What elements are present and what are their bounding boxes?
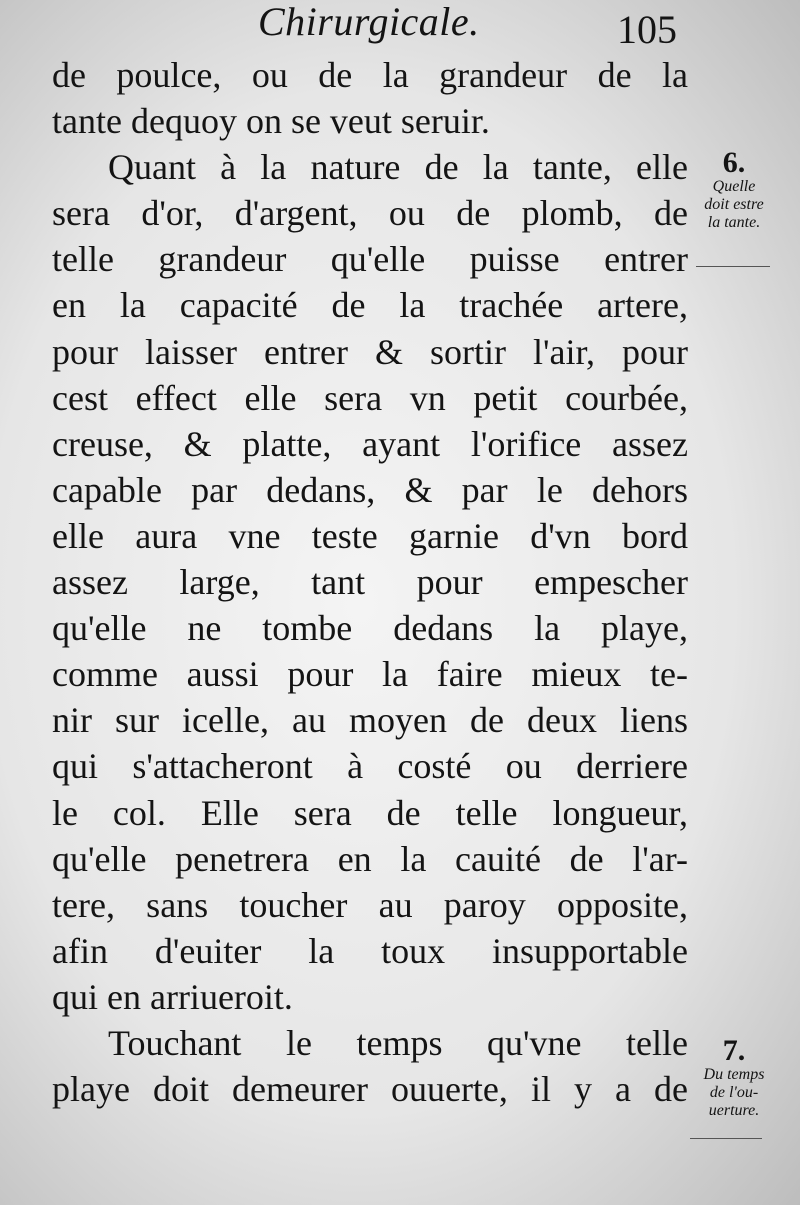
margin-note-6 <box>684 148 784 232</box>
text-line: tante dequoy on se veut seruir. <box>52 101 490 142</box>
text-line: elle aura vne teste garnie d'vn bord <box>52 515 688 556</box>
margin-note-line: uerture. <box>708 1102 760 1119</box>
text-line: nir sur icelle, au moyen de deux liens <box>52 700 688 741</box>
text-line: capable par dedans, & par le dehors <box>52 469 688 510</box>
text-line: tere, sans toucher au paroy opposite, <box>52 884 688 925</box>
text-line: en la capacité de la trachée artere, <box>52 285 688 326</box>
text-line: qu'elle penetrera en la cauité de l'ar- <box>52 838 688 879</box>
margin-note-line: de l'ou- <box>709 1084 759 1101</box>
text-line: qui en arriueroit. <box>52 976 293 1017</box>
text-line: Touchant le temps qu'vne telle <box>108 1022 688 1063</box>
text-line: playe doit demeurer ouuerte, il y a de <box>52 1069 688 1110</box>
text-line: comme aussi pour la faire mieux te- <box>52 654 688 695</box>
page-header <box>0 0 800 52</box>
text-line: telle grandeur qu'elle puisse entrer <box>52 239 688 280</box>
text-line: afin d'euiter la toux insupportable <box>52 930 688 971</box>
text-line: pour laisser entrer & sortir l'air, pour <box>52 331 688 372</box>
margin-note-line: la tante. <box>707 214 761 231</box>
text-line: qu'elle ne tombe dedans la playe, <box>52 608 688 649</box>
text-line: de poulce, ou de la grandeur de la <box>52 55 688 95</box>
text-line: sera d'or, d'argent, ou de plomb, de <box>52 193 688 234</box>
main-text-block <box>52 52 688 1112</box>
margin-rule <box>690 1138 762 1139</box>
text-line: creuse, & platte, ayant l'orifice assez <box>52 423 688 464</box>
margin-note-line: Du temps <box>703 1066 765 1083</box>
margin-note-number: 7. <box>722 1034 746 1067</box>
margin-note-number: 6. <box>722 146 746 179</box>
text-line: le col. Elle sera de telle longueur, <box>52 792 688 833</box>
margin-note-line: Quelle <box>712 178 756 195</box>
margin-note-7 <box>684 1036 784 1120</box>
text-line: cest effect elle sera vn petit courbée, <box>52 377 688 418</box>
page-number: 105 <box>617 7 677 52</box>
text-line: qui s'attacheront à costé ou derriere <box>52 746 688 787</box>
margin-note-line: doit estre <box>704 196 764 213</box>
margin-rule <box>696 266 770 267</box>
text-line: assez large, tant pour empescher <box>52 562 688 603</box>
text-line: Quant à la nature de la tante, elle <box>108 147 688 188</box>
running-head: Chirurgicale. <box>258 0 480 44</box>
